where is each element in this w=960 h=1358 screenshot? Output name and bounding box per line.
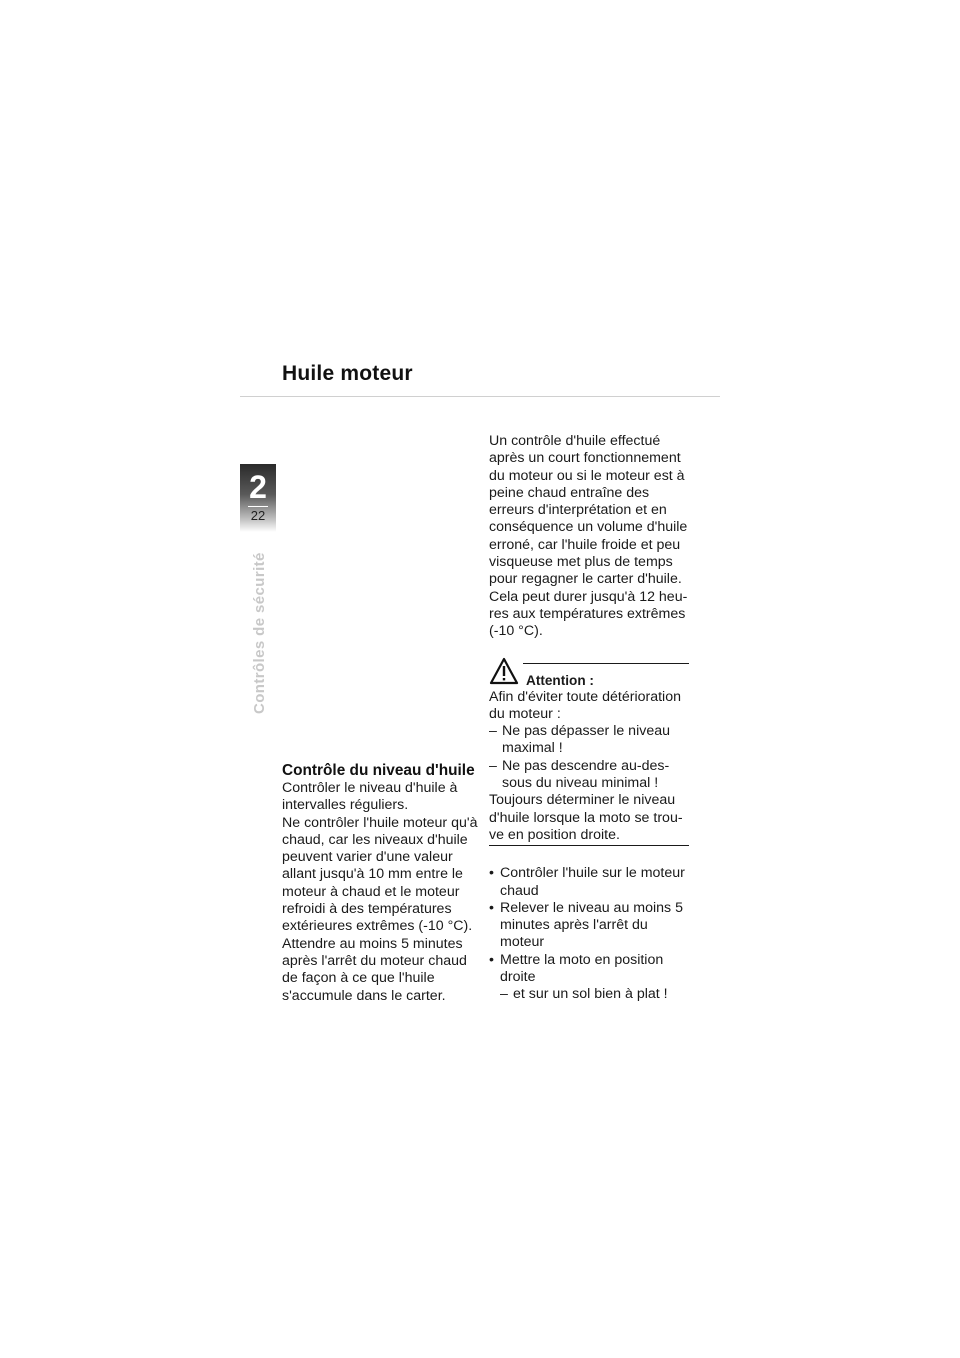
warning-title: Attention : xyxy=(526,672,594,688)
title-divider xyxy=(240,396,720,397)
warning-outro: Toujours déterminer le niveau d'huile lorsque la moto se trouve en position droite. xyxy=(489,792,683,843)
warning-header xyxy=(489,663,689,689)
dash-marker: – xyxy=(500,986,508,1003)
steps-list xyxy=(489,865,689,1003)
step-item xyxy=(489,865,689,900)
warning-top-rule xyxy=(523,663,689,664)
bullet-marker: • xyxy=(489,951,494,968)
page-number: 22 xyxy=(250,508,266,523)
warning-list-item xyxy=(489,723,689,758)
bullet-marker: • xyxy=(489,865,494,882)
step-item-text: Mettre la moto en position droite xyxy=(500,951,664,986)
right-column xyxy=(489,433,689,1004)
page-title: Huile moteur xyxy=(282,362,413,385)
warning-bottom-rule xyxy=(489,845,689,846)
warning-intro: Afin d'éviter toute détérioration du moteur : xyxy=(489,688,681,722)
dash-marker: – xyxy=(489,723,497,740)
warning-list-item-text: Ne pas dépasser le niveau maximal ! xyxy=(502,723,670,757)
warning-box xyxy=(489,663,689,847)
chapter-tab xyxy=(240,464,276,532)
left-column xyxy=(282,762,482,1005)
chapter-side-label: Contrôles de sécurité xyxy=(251,552,268,714)
bullet-marker: • xyxy=(489,899,494,916)
chapter-number: 2 xyxy=(249,469,267,505)
section-heading: Contrôle du niveau d'huile xyxy=(282,762,475,779)
chapter-divider xyxy=(248,506,268,507)
paragraph: Ne contrôler l'huile moteur qu'à chaud, car les niveaux d'huile peuvent varier d'une valeur allant jusqu'à 10 mm entre le moteur à chaud et le moteur refroidi à des températures extérieures extrêmes (-10 °C). xyxy=(282,814,478,935)
step-item xyxy=(489,952,689,987)
warning-list-item xyxy=(489,758,689,793)
warning-triangle-icon xyxy=(489,657,519,685)
paragraph: Attendre au moins 5 minutes après l'arrêt du moteur chaud de façon à ce que l'huile s'accumule dans le carter. xyxy=(282,935,467,1004)
intro-paragraph: Un contrôle d'huile effectué après un court fonctionnement du moteur ou si le moteur est à peine chaud entraîne des erreurs d'interprétation et en conséquence un volume d'huile erroné, car l'huile froide et peu visqueuse met plus de temps pour regagner le carter d'huile. Cela peut durer jusqu'à 12 heures aux températures extrêmes (-10 °C). xyxy=(489,433,688,640)
sub-step-item-text: et sur un sol bien à plat ! xyxy=(513,986,668,1003)
warning-list-item-text: Ne pas descendre au-dessous du niveau minimal ! xyxy=(502,757,670,792)
paragraph: Contrôler le niveau d'huile à intervalles réguliers. xyxy=(282,780,458,814)
dash-marker: – xyxy=(489,757,497,774)
step-item xyxy=(489,900,689,952)
step-item-text: Contrôler l'huile sur le moteur chaud xyxy=(500,865,685,899)
sub-step-item xyxy=(489,986,689,1003)
step-item-text: Relever le niveau au moins 5 minutes après l'arrêt du moteur xyxy=(500,899,683,951)
